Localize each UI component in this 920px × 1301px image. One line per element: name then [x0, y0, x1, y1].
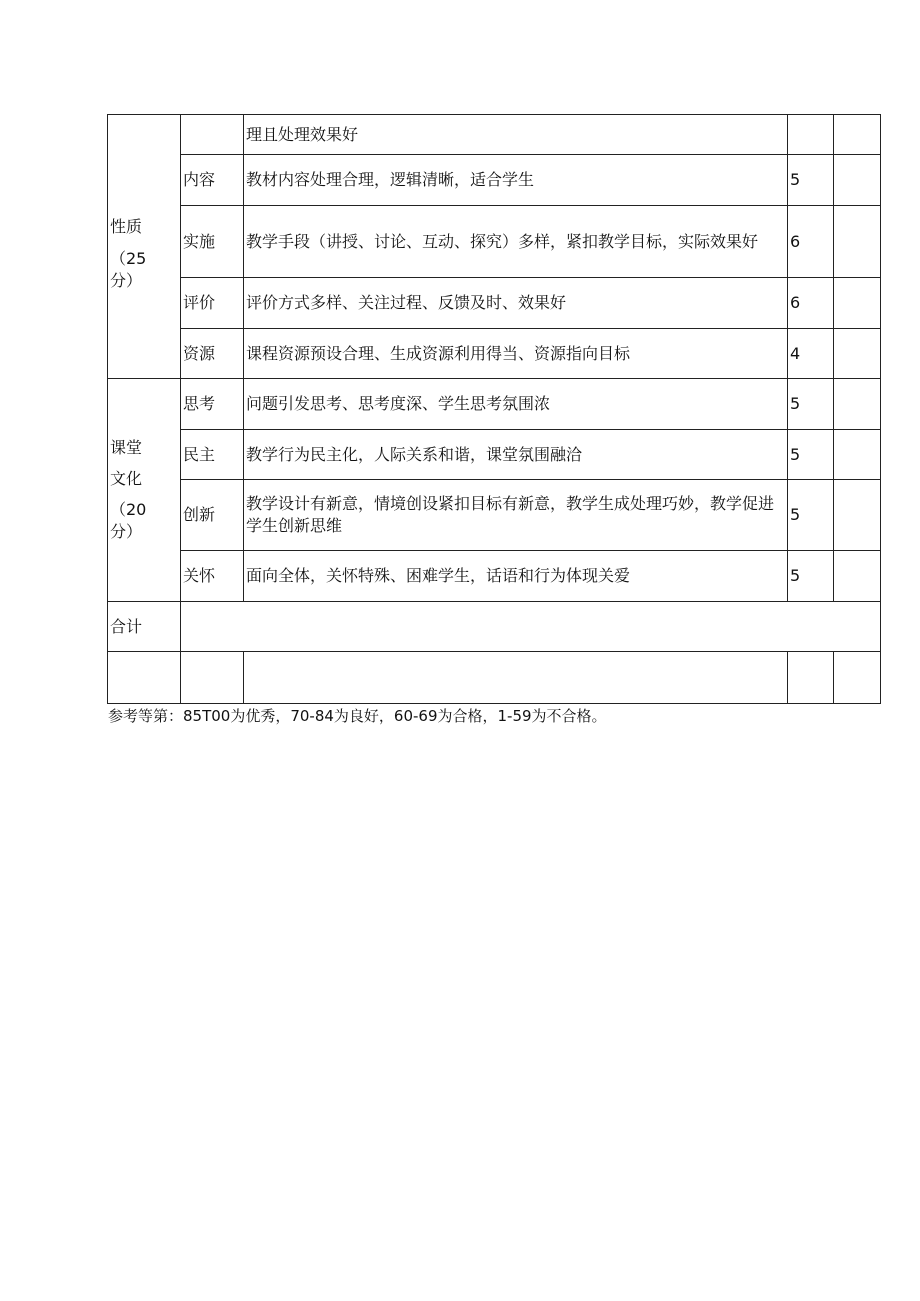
- sub-item-cell: 资源: [181, 329, 244, 379]
- rating-cell: [834, 551, 881, 602]
- table-row: [108, 551, 881, 602]
- sub-item-cell: 内容: [181, 155, 244, 206]
- criteria-cell: 评价方式多样、关注过程、反馈及时、效果好: [244, 278, 788, 329]
- empty-cell: [834, 652, 881, 704]
- total-row: [108, 602, 881, 652]
- score-cell: 5: [788, 430, 834, 480]
- evaluation-table: [107, 114, 881, 704]
- score-cell: 5: [788, 155, 834, 206]
- empty-cell: [108, 652, 181, 704]
- sub-item-cell: 实施: [181, 206, 244, 278]
- table-row: [108, 379, 881, 430]
- total-value-cell: [181, 602, 881, 652]
- score-cell: 4: [788, 329, 834, 379]
- category-label-line: 课堂: [110, 438, 143, 457]
- grading-reference-note: 参考等第：85T00为优秀，70-84为良好，60-69为合格，1-59为不合格。: [108, 707, 607, 725]
- sub-item-cell: 评价: [181, 278, 244, 329]
- score-cell: [788, 115, 834, 155]
- table-row: [108, 430, 881, 480]
- criteria-cell: 教学手段（讲授、讨论、互动、探究）多样，紧扣教学目标，实际效果好: [244, 206, 788, 278]
- score-cell: 5: [788, 551, 834, 602]
- empty-cell: [244, 652, 788, 704]
- category-label-line: 文化: [110, 469, 143, 488]
- table-row: [108, 206, 881, 278]
- rating-cell: [834, 480, 881, 551]
- rating-cell: [834, 278, 881, 329]
- rating-cell: [834, 206, 881, 278]
- sub-item-cell: 关怀: [181, 551, 244, 602]
- empty-row: [108, 652, 881, 704]
- table-row: [108, 329, 881, 379]
- score-cell: 5: [788, 480, 834, 551]
- evaluation-table-container: [107, 114, 881, 704]
- table-row: [108, 115, 881, 155]
- sub-item-cell: 创新: [181, 480, 244, 551]
- rating-cell: [834, 155, 881, 206]
- criteria-cell: 理且处理效果好: [244, 115, 788, 155]
- table-row: [108, 155, 881, 206]
- sub-item-cell: 民主: [181, 430, 244, 480]
- category-label-line: （20: [110, 500, 147, 519]
- category-label-line: 分）: [110, 271, 143, 290]
- criteria-cell: 面向全体，关怀特殊、困难学生，话语和行为体现关爱: [244, 551, 788, 602]
- score-cell: 6: [788, 278, 834, 329]
- category-label-line: （25: [110, 249, 147, 268]
- category-cell-nature: [108, 115, 181, 379]
- rating-cell: [834, 329, 881, 379]
- category-cell-classroom-culture: [108, 379, 181, 602]
- table-row: [108, 480, 881, 551]
- score-cell: 6: [788, 206, 834, 278]
- sub-item-cell: 思考: [181, 379, 244, 430]
- score-cell: 5: [788, 379, 834, 430]
- criteria-cell: 问题引发思考、思考度深、学生思考氛围浓: [244, 379, 788, 430]
- sub-item-cell: [181, 115, 244, 155]
- empty-cell: [181, 652, 244, 704]
- criteria-cell: 教学设计有新意，情境创设紧扣目标有新意，教学生成处理巧妙，教学促进学生创新思维: [244, 480, 788, 551]
- criteria-cell: 课程资源预设合理、生成资源利用得当、资源指向目标: [244, 329, 788, 379]
- rating-cell: [834, 430, 881, 480]
- empty-cell: [788, 652, 834, 704]
- criteria-cell: 教学行为民主化，人际关系和谐，课堂氛围融洽: [244, 430, 788, 480]
- total-label: 合计: [108, 602, 181, 652]
- category-label-line: 分）: [110, 522, 143, 541]
- category-label-line: 性质: [110, 217, 143, 236]
- criteria-cell: 教材内容处理合理，逻辑清晰，适合学生: [244, 155, 788, 206]
- rating-cell: [834, 379, 881, 430]
- rating-cell: [834, 115, 881, 155]
- table-row: [108, 278, 881, 329]
